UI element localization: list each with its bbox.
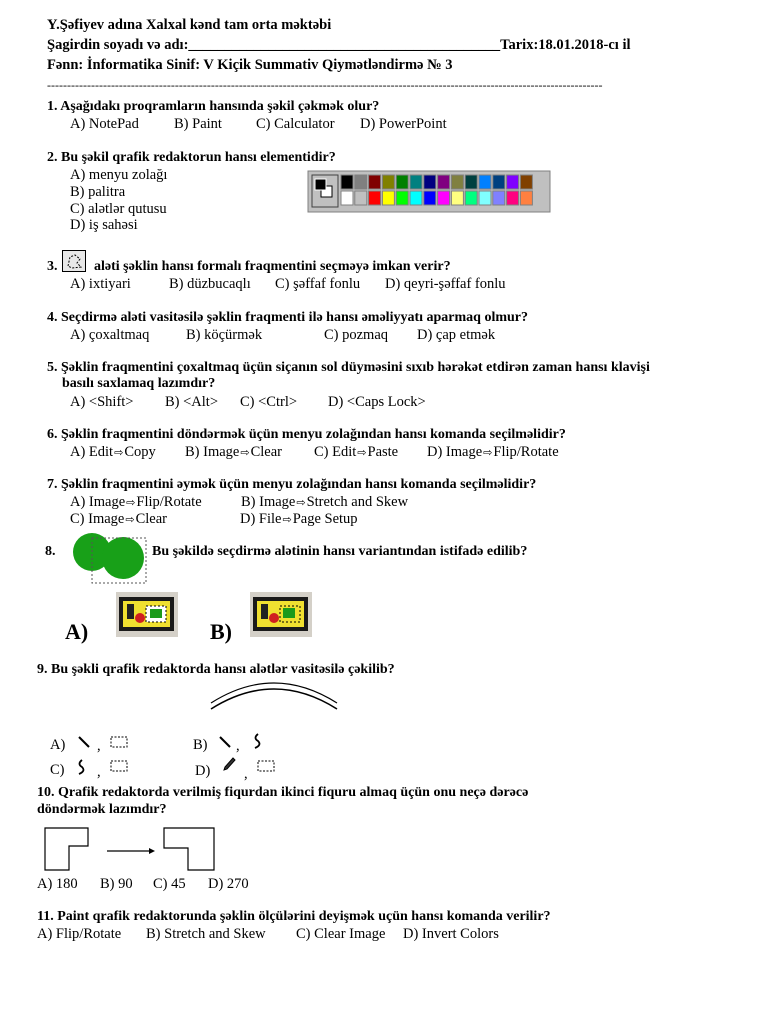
student-blank: ___________________________________________ [188,37,501,53]
palette-color-swatch [438,191,450,205]
curve-tool-icon [76,758,86,776]
q6-c-command: Paste [367,444,399,460]
q6-option-a [70,444,156,461]
q6-b-menu: B) Image [185,444,240,460]
palette-color-swatch [451,175,463,189]
question-4: 4. Seçdirmə aləti vasitəsilə şəklin fraqmenti ilə hansı əməliyyatı aparmaq olmur? [47,310,529,325]
q2-option-c: C) alətlər qutusu [70,201,167,217]
palette-color-swatch [465,175,477,189]
q11-option-c: C) Clear Image [296,926,386,942]
q9-option-b-label: B) [193,737,208,753]
q2-option-d: D) iş sahəsi [70,217,138,233]
question-3: aləti şəklin hansı formalı fraqmentini seçməyə imkan verir? [94,259,451,274]
student-label: Şagirdin soyadı və adı: [47,37,189,53]
rectangle-select-icon [110,736,128,748]
curve-tool-icon [252,732,262,750]
question-7: 7. Şəklin fraqmentini əymək üçün menyu zolağından hansı komanda seçilməlidir? [47,477,537,492]
subject-line: Fənn: İnformatika Sinif: V Kiçik Summativ Qiymətləndirmə № 3 [47,57,453,73]
rotation-figures-image [43,826,218,872]
q7-option-b [241,494,408,511]
q7-b-command: Stretch and Skew [306,494,409,510]
q1-option-b: B) Paint [174,116,222,132]
q1-option-d: D) PowerPoint [360,116,447,132]
q8-option-b-label: B) [210,619,232,644]
palette-color-swatch [341,191,353,205]
question-11: 11. Paint qrafik redaktorunda şəklin ölçülərini deyişmək uçün hansı komanda verilir? [37,909,551,924]
q6-a-menu: A) Edit [70,444,114,460]
arrow-icon: ⇨ [483,446,493,459]
palette-color-swatch [520,191,532,205]
q4-option-c: C) pozmaq [324,327,389,343]
curve-drawing-image [209,675,339,711]
divider: ------------------------------------------------------------------------------------------------------------------------------------------- [47,78,603,92]
q10-option-d: D) 270 [208,876,249,892]
comma: , [244,766,248,782]
palette-color-swatch [424,191,436,205]
palette-color-swatch [396,191,408,205]
question-8: Bu şəkildə seçdirmə alətinin hansı variantından istifadə edilib? [152,544,528,559]
q5-option-c: C) <Ctrl> [240,394,298,410]
palette-color-swatch [465,191,477,205]
q5-option-a: A) <Shift> [70,394,134,410]
q2-option-b: B) palitra [70,184,126,200]
q3-option-d: D) qeyri-şəffaf fonlu [385,276,506,292]
palette-color-swatch [507,191,519,205]
q4-option-a: A) çoxaltmaq [70,327,150,343]
q7-a-menu: A) Image [70,494,126,510]
comma: , [97,738,101,754]
q8-option-a-label: A) [65,619,89,644]
q7-c-command: Clear [135,511,167,527]
question-2: 2. Bu şəkil qrafik redaktorun hansı elementidir? [47,150,336,165]
palette-color-swatch [369,191,381,205]
q7-d-command: Page Setup [292,511,358,527]
palette-color-swatch [520,175,532,189]
q6-option-c [314,444,398,461]
arrow-icon: ⇨ [114,446,124,459]
palette-color-swatch [479,191,491,205]
palette-color-swatch [355,191,367,205]
palette-color-swatch [507,175,519,189]
q9-option-d-label: D) [195,763,211,779]
q4-option-d: D) çap etmək [417,327,496,343]
q11-option-d: D) Invert Colors [403,926,499,942]
question-5-line-1: 5. Şəklin fraqmentini çoxaltmaq üçün siçanın sol düyməsini sıxıb hərəkət etdirən zaman hansı klavişi [47,360,650,375]
rectangle-select-icon [110,760,128,772]
q11-option-b: B) Stretch and Skew [146,926,266,942]
q2-option-a: A) menyu zolağı [70,167,168,183]
palette-color-swatch [479,175,491,189]
opaque-selection-icon [116,592,178,637]
comma: , [236,738,240,754]
q1-option-a: A) NotePad [70,116,139,132]
question-10-line-2: döndərmək lazımdır? [37,802,167,817]
school-name: Y.Şəfiyev adına Xalxal kənd tam orta məktəbi [47,17,332,33]
palette-color-swatch [424,175,436,189]
pencil-icon [222,756,236,772]
question-9: 9. Bu şəkli qrafik redaktorda hansı alətlər vasitəsilə çəkilib? [37,662,395,677]
question-5-line-2: basılı saxlamaq lazımdır? [62,376,216,391]
color-palette-image [308,171,550,212]
q6-c-menu: C) Edit [314,444,357,460]
question-8-number: 8. [45,544,56,559]
q7-c-menu: C) Image [70,511,125,527]
arrow-icon: ⇨ [126,496,136,509]
q6-d-menu: D) Image [427,444,483,460]
q6-a-command: Copy [124,444,156,460]
q7-option-c [70,511,167,528]
question-10-line-1: 10. Qrafik redaktorda verilmiş fiqurdan ikinci fiquru almaq üçün onu neçə dərəcə [37,785,529,800]
question-1: 1. Aşağıdakı proqramların hansında şəkil çəkmək olur? [47,99,380,114]
question-3-number: 3. [47,259,58,274]
palette-color-swatch [355,175,367,189]
palette-color-swatch [410,191,422,205]
comma: , [97,764,101,780]
question-6: 6. Şəklin fraqmentini döndərmək üçün menyu zolağından hansı komanda seçilməlidir? [47,427,566,442]
q6-d-command: Flip/Rotate [493,444,559,460]
foreground-color-swatch [315,179,326,190]
q7-option-a [70,494,202,511]
line-tool-icon [77,735,91,749]
q9-option-c-label: C) [50,762,65,778]
q3-option-a: A) ixtiyari [70,276,131,292]
palette-color-swatch [493,175,505,189]
palette-color-swatch [382,175,394,189]
arrow-icon: ⇨ [357,446,367,459]
q6-option-d [427,444,559,461]
q7-b-menu: B) Image [241,494,296,510]
arrow-icon: ⇨ [240,446,250,459]
palette-color-swatch [382,191,394,205]
q1-option-c: C) Calculator [256,116,335,132]
q3-option-c: C) şəffaf fonlu [275,276,361,292]
date-label: Tarix:18.01.2018-cı il [500,37,631,53]
q5-option-b: B) <Alt> [165,394,219,410]
q10-option-a: A) 180 [37,876,78,892]
q7-d-menu: D) File [240,511,282,527]
rectangle-select-icon [257,760,275,772]
line-tool-icon [218,735,232,749]
palette-color-swatch [410,175,422,189]
palette-color-swatch [493,191,505,205]
q7-a-command: Flip/Rotate [136,494,202,510]
arrow-icon: ⇨ [296,496,306,509]
q4-option-b: B) köçürmək [186,327,263,343]
q3-option-b: B) düzbucaqlı [169,276,251,292]
arrow-icon: ⇨ [125,513,135,526]
q6-b-command: Clear [250,444,282,460]
q9-option-a-label: A) [50,737,66,753]
palette-color-swatch [369,175,381,189]
palette-color-swatch [341,175,353,189]
palette-color-swatch [438,175,450,189]
q5-option-d: D) <Caps Lock> [328,394,426,410]
palette-color-swatch [451,191,463,205]
q7-option-d [240,511,358,528]
palette-color-swatch [396,175,408,189]
free-form-select-icon [62,250,86,272]
arrow-icon: ⇨ [282,513,292,526]
student-name-line [47,37,631,54]
transparent-selection-icon [250,592,312,637]
q10-option-b: B) 90 [100,876,133,892]
q6-option-b [185,444,282,461]
q11-option-a: A) Flip/Rotate [37,926,122,942]
q10-option-c: C) 45 [153,876,186,892]
green-circles-selection-image [68,530,158,586]
